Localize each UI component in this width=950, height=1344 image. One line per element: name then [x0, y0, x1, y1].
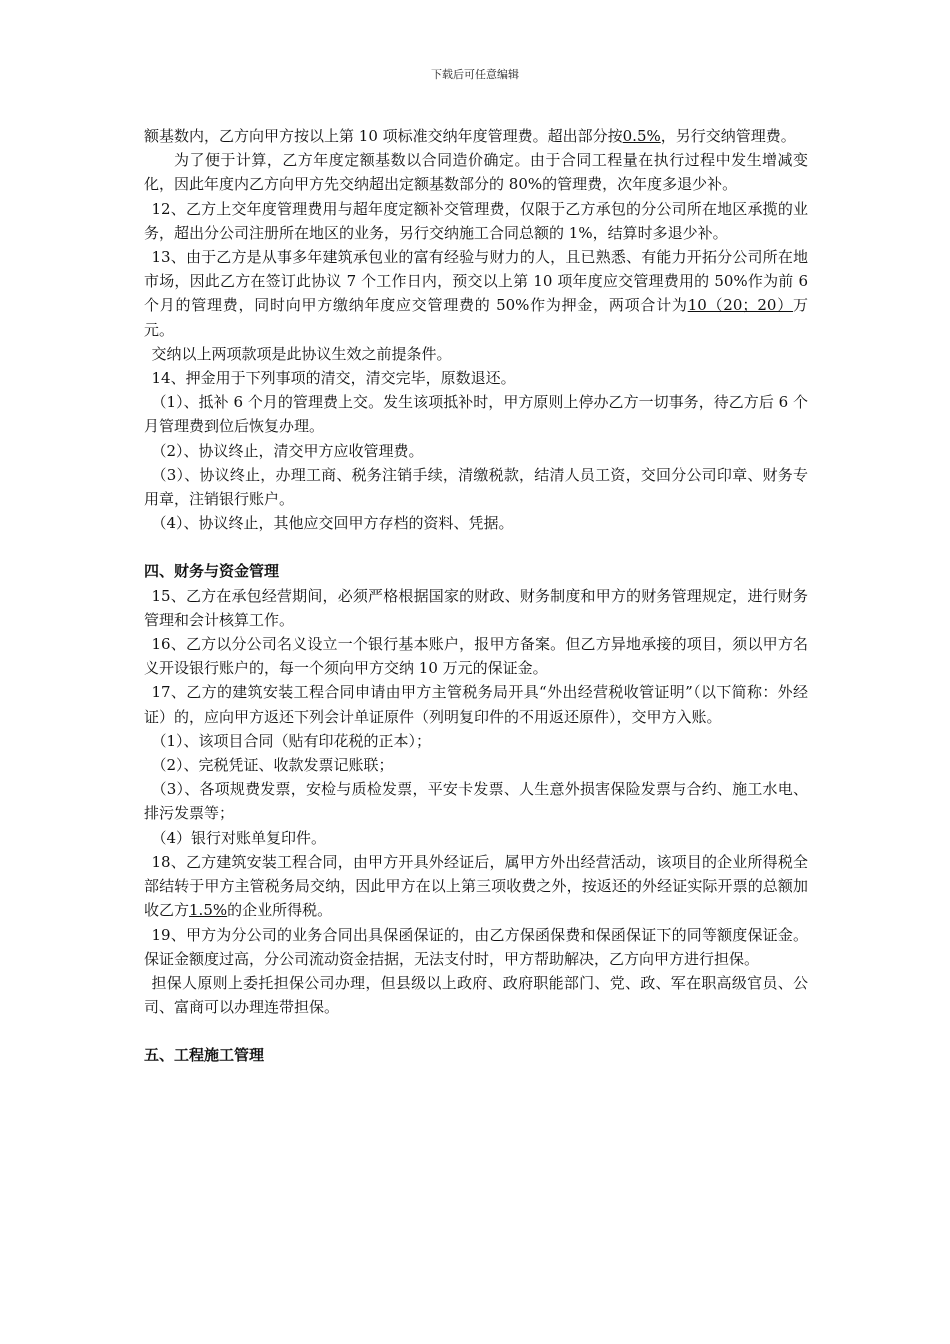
- clause-14-item-1: （1）、抵补 6 个月的管理费上交。发生该项抵补时，甲方原则上停办乙方一切事务，待乙方后 6 个月管理费到位后恢复办理。: [144, 393, 808, 436]
- clause-14-item-4: （4）、协议终止，其他应交回甲方存档的资料、凭据。: [151, 514, 514, 533]
- clause-14-item-3: （3）、协议终止，办理工商、税务注销手续，清缴税款，结清人员工资，交回分公司印章、财务专用章，注销银行账户。: [144, 465, 808, 509]
- clause-14-item-2: （2）、协议终止，清交甲方应收管理费。: [151, 441, 424, 460]
- clause-12: 12、乙方上交年度管理费用与超年度定额补交管理费，仅限于乙方承包的分公司所在地区承揽的业务，超出分公司注册所在地区的业务，另行交纳施工合同总额的 1%，结算时多退少补。: [144, 199, 808, 242]
- section-heading-5: 五、工程施工管理: [144, 1046, 265, 1065]
- section-heading-4: 四、财务与资金管理: [144, 562, 280, 581]
- clause-17-item-1: （1）、该项目合同（贴有印花税的正本）；: [151, 731, 432, 750]
- paragraph-calculation: 为了便于计算，乙方年度定额基数以合同造价确定。由于合同工程量在执行过程中发生增减变化，因此年度内乙方向甲方先交纳超出定额基数部分的 80%的管理费，次年度多退少补。: [144, 151, 808, 194]
- underlined-rate: 0.5%: [622, 127, 661, 145]
- clause-17-item-3: （3）、各项规费发票，安检与质检发票，平安卡发票、人生意外损害保险发票与合约、施工水电、排污发票等；: [144, 780, 808, 823]
- document-body: [144, 124, 808, 1068]
- paragraph-guarantor: 担保人原则上委托担保公司办理，但县级以上政府、政府职能部门、党、政、军在职高级官员、公司、富商可以办理连带担保。: [144, 973, 808, 1017]
- paragraph-fee-excess: 额基数内，乙方向甲方按以上第 10 项标准交纳年度管理费。超出部分按0.5%，另行交纳管理费。: [144, 127, 796, 145]
- clause-17-item-2: （2）、完税凭证、收款发票记账联；: [151, 756, 394, 775]
- clause-19: 19、甲方为分公司的业务合同出具保函保证的，由乙方保函保费和保函保证下的同等额度保证金。保证金额度过高，分公司流动资金拮据，无法支付时，甲方帮助解决，乙方向甲方进行担保。: [144, 925, 808, 968]
- clause-16: 16、乙方以分公司名义设立一个银行基本账户，报甲方备案。但乙方异地承接的项目，须以甲方名义开设银行账户的，每一个须向甲方交纳 10 万元的保证金。: [144, 635, 808, 678]
- page-header: 下载后可任意编辑: [431, 68, 519, 81]
- underlined-amount: 10（20；20）: [687, 296, 793, 315]
- clause-17-item-4: （4）银行对账单复印件。: [151, 828, 327, 847]
- clause-14: 14、押金用于下列事项的清交，清交完毕，原数退还。: [151, 369, 516, 388]
- clause-13: 13、由于乙方是从事多年建筑承包业的富有经验与财力的人，且已熟悉、有能力开拓分公司所在地市场，因此乙方在签订此协议 7 个工作日内，预交以上第 10 项年度应交管理费用的 50%作为前 6 个月的管理费，同时向甲方缴纳年度应交管理费的 50%作为押金，两项合计为10（20；20）万元。: [144, 248, 808, 339]
- clause-18: 18、乙方建筑安装工程合同，由甲方开具外经证后，属甲方外出经营活动，该项目的企业所得税全部结转于甲方主管税务局交纳，因此甲方在以上第三项收费之外，按返还的外经证实际开票的总额加收乙方1.5%的企业所得税。: [144, 852, 808, 920]
- underlined-tax-rate: 1.5%: [189, 901, 228, 920]
- clause-17: 17、乙方的建筑安装工程合同申请由甲方主管税务局开具“外出经营税收管证明”（以下简称：外经证）的，应向甲方返还下列会计单证原件（列明复印件的不用返还原件），交甲方入账。: [144, 683, 808, 726]
- paragraph-precondition: 交纳以上两项款项是此协议生效之前提条件。: [151, 344, 452, 363]
- clause-15: 15、乙方在承包经营期间，必须严格根据国家的财政、财务制度和甲方的财务管理规定，进行财务管理和会计核算工作。: [144, 586, 808, 629]
